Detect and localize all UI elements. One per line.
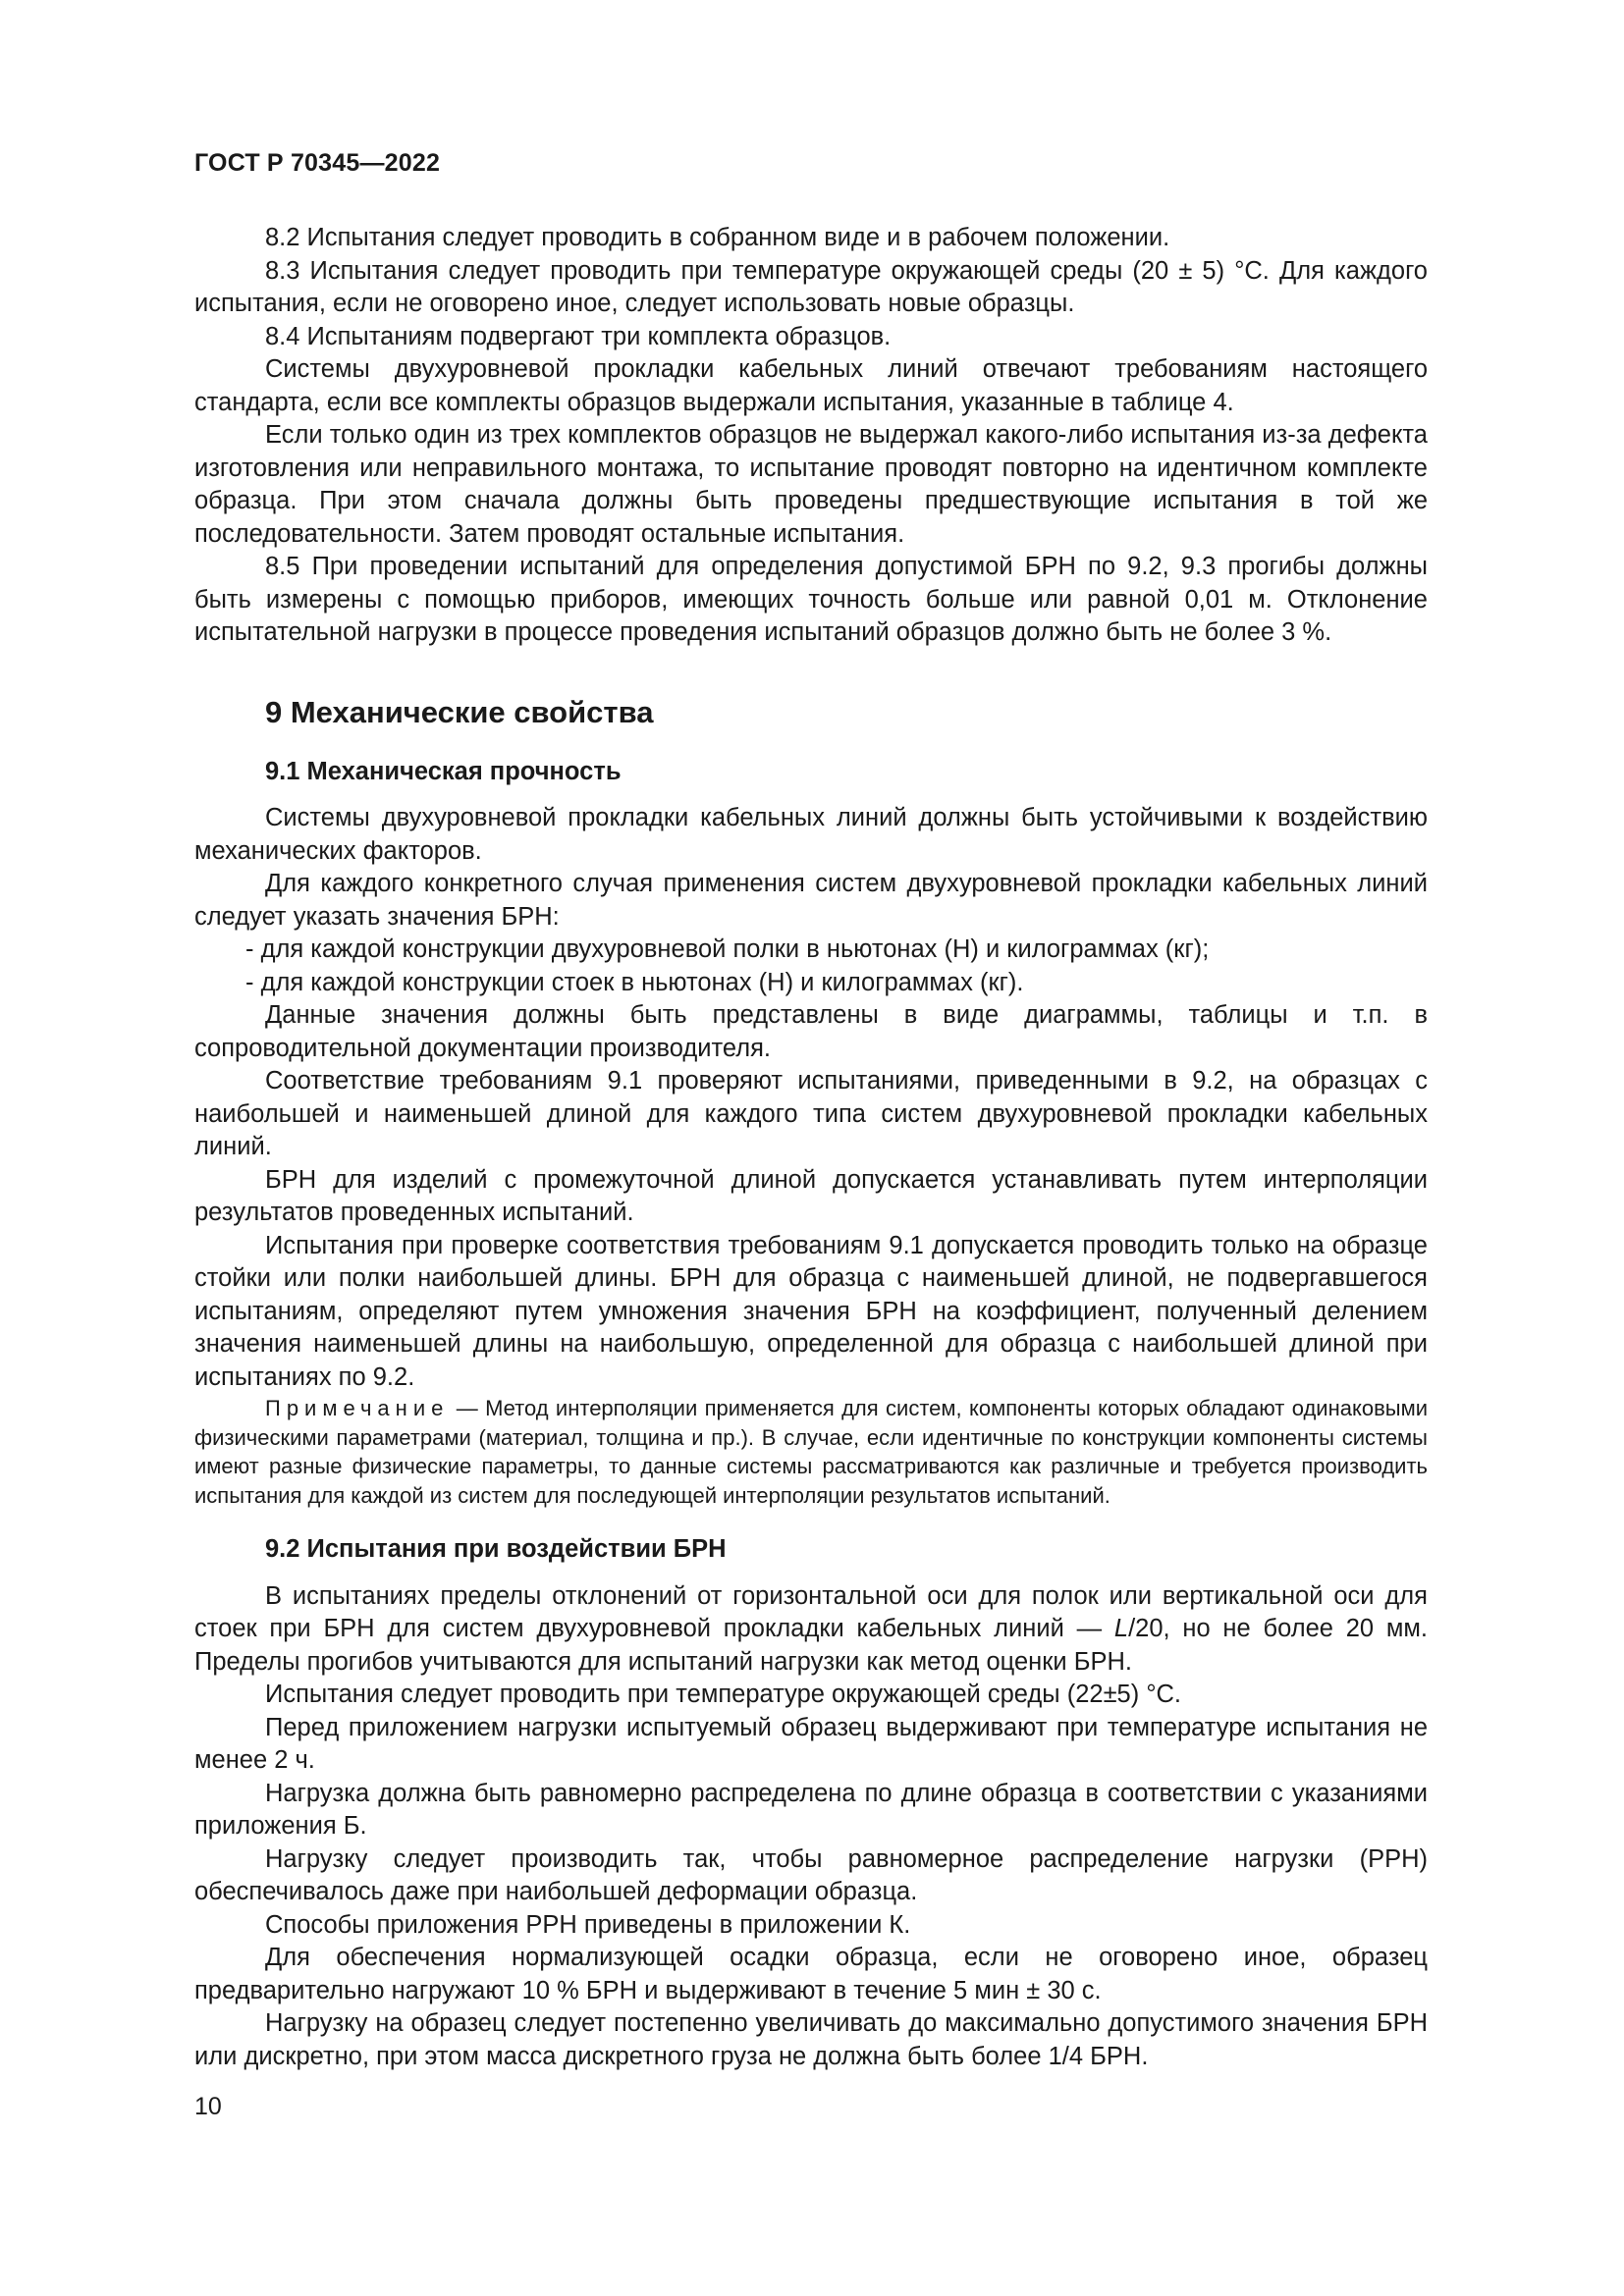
- note-text: — Метод интерполяции применяется для систем, компоненты которых обладают одинаковыми физическими параметрами (материал, толщина и пр.). В случае, если идентичные по конструкции компоненты системы имеют разные физические параметры, то данные системы рассматриваются как различные и требуется производить испытания для каждой из систем для последующей интерполяции результатов испытаний.: [194, 1396, 1428, 1508]
- paragraph-8-3: 8.3 Испытания следует проводить при температуре окружающей среды (20 ± 5) °С. Для каждого испытания, если не оговорено иное, следует использовать новые образцы.: [194, 256, 1428, 317]
- section-9-heading: 9 Механические свойства: [265, 694, 654, 729]
- paragraph-8-5: 8.5 При проведении испытаний для определения допустимой БРН по 9.2, 9.3 прогибы должны быть измерены с помощью приборов, имеющих точность больше или равной 0,01 м. Отклонение испытательной нагрузки в процессе проведения испытаний образцов должно быть не более 3 %.: [194, 553, 1428, 646]
- subsection-9-2-heading: 9.2 Испытания при воздействии БРН: [265, 1535, 727, 1563]
- document-header: ГОСТ Р 70345—2022: [194, 149, 441, 177]
- page-body: [194, 222, 1428, 2073]
- paragraph-8-4-retest: Если только один из трех комплектов образцов не выдержал какого-либо испытания из-за дефекта изготовления или неправильного монтажа, то испытание проводят повторно на идентичном комплекте образца. При этом сначала должны быть проведены предшествующие испытания в той же последовательности. Затем проводят остальные испытания.: [194, 421, 1428, 548]
- formula-variable-l: L: [1113, 1615, 1129, 1642]
- list-item-rack: - для каждой конструкции стоек в ньютонах (Н) и килограммах (кг).: [245, 968, 1024, 996]
- paragraph-9-2-g: Для обеспечения нормализующей осадки образца, если не оговорено иное, образец предварительно нагружают 10 % БРН и выдерживают в течение 5 мин ± 30 с.: [194, 1944, 1428, 2004]
- paragraph-9-2-a-start: В испытаниях пределы отклонений от горизонтальной оси для полок или вертикальной оси для стоек при БРН для систем двухуровневой прокладки кабельных линий —: [194, 1581, 1428, 1642]
- subsection-9-1-heading: 9.1 Механическая прочность: [265, 757, 622, 785]
- page-number: 10: [194, 2093, 222, 2120]
- paragraph-9-2-c: Перед приложением нагрузки испытуемый образец выдерживают при температуре испытания не менее 2 ч.: [194, 1713, 1428, 1774]
- paragraph-9-1-f: Испытания при проверке соответствия требованиям 9.1 допускается проводить только на образце стойки или полки наибольшей длины. БРН для образца с наименьшей длиной, не подвергавшегося испытаниям, определяют путем умножения значения БРН на коэффициент, полученный делением значения наименьшей длины на наибольшую, определенной для образца с наибольшей длиной при испытаниях по 9.2.: [194, 1231, 1428, 1391]
- paragraph-9-2-h: Нагрузку на образец следует постепенно увеличивать до максимально допустимого значения БРН или дискретно, при этом масса дискретного груза не должна быть более 1/4 БРН.: [194, 2009, 1428, 2070]
- paragraph-9-1-a: Системы двухуровневой прокладки кабельных линий должны быть устойчивыми к воздействию механических факторов.: [194, 804, 1428, 865]
- paragraph-9-2-e: Нагрузку следует производить так, чтобы равномерное распределение нагрузки (РРН) обеспечивалось даже при наибольшей деформации образца.: [194, 1844, 1428, 1905]
- paragraph-9-1-b: Для каждого конкретного случая применения систем двухуровневой прокладки кабельных линий следует указать значения БРН:: [194, 870, 1428, 931]
- paragraph-9-1-e: БРН для изделий с промежуточной длиной допускается устанавливать путем интерполяции результатов проведенных испытаний.: [194, 1165, 1428, 1226]
- note-label: Примечание: [265, 1396, 450, 1420]
- paragraph-8-4: 8.4 Испытаниям подвергают три комплекта образцов.: [265, 322, 892, 350]
- list-item-shelf: - для каждой конструкции двухуровневой полки в ньютонах (Н) и килограммах (кг);: [245, 935, 1210, 963]
- paragraph-9-2-d: Нагрузка должна быть равномерно распределена по длине образца в соответствии с указаниями приложения Б.: [194, 1779, 1428, 1840]
- paragraph-9-2-a: [194, 1580, 1428, 1680]
- paragraph-8-2: 8.2 Испытания следует проводить в собранном виде и в рабочем положении.: [265, 224, 1170, 251]
- paragraph-9-1-d: Соответствие требованиям 9.1 проверяют испытаниями, приведенными в 9.2, на образцах с наибольшей и наименьшей длиной для каждого типа систем двухуровневой прокладки кабельных линий.: [194, 1067, 1428, 1160]
- note: [194, 1394, 1428, 1510]
- paragraph-9-2-f: Способы приложения РРН приведены в приложении К.: [265, 1910, 911, 1939]
- paragraph-9-2-b: Испытания следует проводить при температуре окружающей среды (22±5) °С.: [265, 1681, 1182, 1708]
- paragraph-9-1-c: Данные значения должны быть представлены в виде диаграммы, таблицы и т.п. в сопроводительной документации производителя.: [194, 1001, 1428, 1062]
- paragraph-8-4-requirements: Системы двухуровневой прокладки кабельных линий отвечают требованиям настоящего стандарта, если все комплекты образцов выдержали испытания, указанные в таблице 4.: [194, 355, 1428, 416]
- paragraph-9-2-a-end: /20, но не более 20 мм. Пределы прогибов учитываются для испытаний нагрузки как метод оценки БРН.: [194, 1615, 1428, 1676]
